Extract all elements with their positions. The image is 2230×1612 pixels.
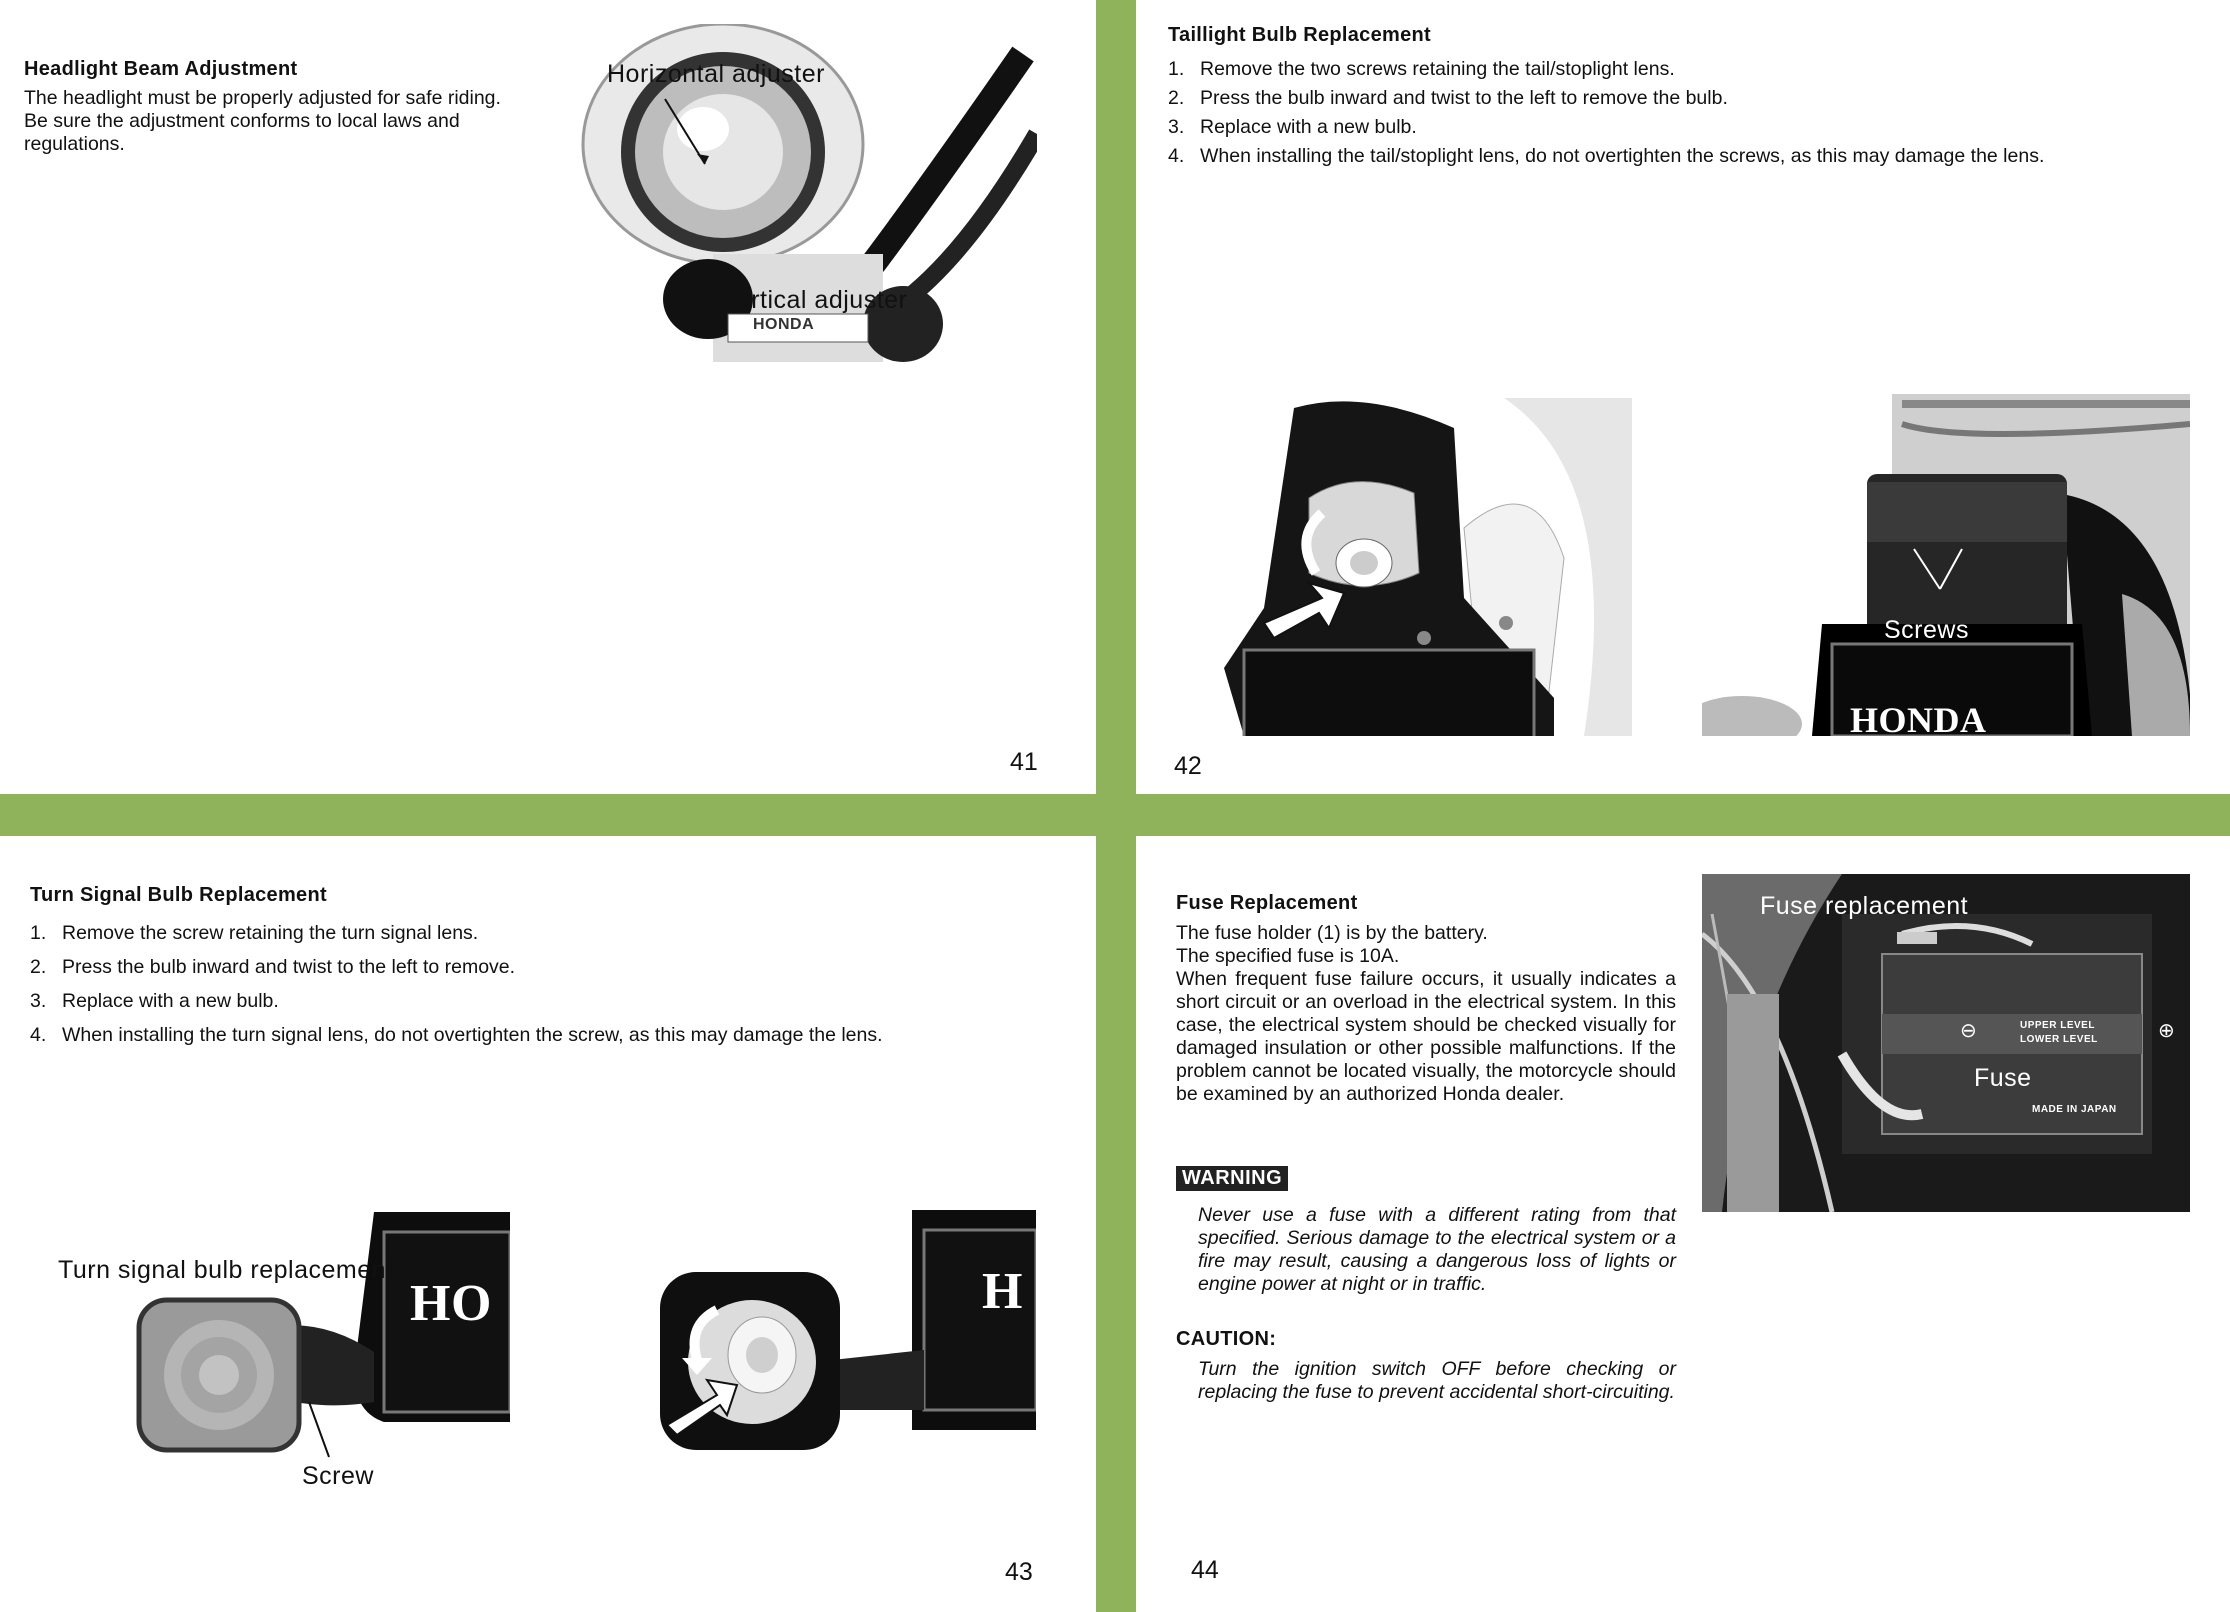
caution-heading: CAUTION: (1176, 1328, 1277, 1350)
body-line: The fuse holder (1) is by the battery. (1176, 922, 1488, 944)
fuse-replacement-label: Fuse replacement (1760, 892, 1969, 920)
page-43 (0, 836, 1096, 1612)
upper-level-label: UPPER LEVEL (2020, 1020, 2095, 1031)
made-in-label: MADE IN JAPAN (2032, 1104, 2117, 1115)
list-item: 2. Press the bulb inward and twist to the left to remove the bulb. (1168, 87, 1728, 109)
plus-terminal-icon: ⊕ (2158, 1020, 2176, 1042)
turn-signal-bulb-photo (552, 1210, 1036, 1558)
turn-signal-photo (54, 1212, 510, 1558)
brand-plate: H (982, 1263, 1023, 1320)
list-item: 4. When installing the turn signal lens, do not overtighten the screw, as this may damage the lens. (30, 1024, 883, 1046)
section-body (1176, 922, 1676, 1106)
page-number: 41 (1010, 748, 1038, 776)
caution-text: Turn the ignition switch OFF before checking or replacing the fuse to prevent accidental short-circuiting. (1198, 1358, 1676, 1403)
lower-level-label: LOWER LEVEL (2020, 1034, 2098, 1045)
fuse-photo (1702, 874, 2190, 1212)
turn-signal-label: Turn signal bulb replacement (58, 1256, 394, 1284)
page-number: 42 (1174, 752, 1202, 780)
headlight-photo (553, 24, 1037, 362)
step-list (30, 922, 1014, 1047)
page-number: 43 (1005, 1558, 1033, 1586)
taillight-screws-photo (1702, 394, 2190, 736)
list-item: 3. Replace with a new bulb. (30, 990, 279, 1012)
page-44 (1136, 836, 2230, 1612)
body-line: The specified fuse is 10A. (1176, 945, 1400, 967)
list-item: 1. Remove the screw retaining the turn signal lens. (30, 922, 479, 944)
warning-badge: WARNING (1176, 1166, 1288, 1191)
page-41 (0, 0, 1096, 794)
brand-plate: HONDA (753, 316, 815, 333)
list-item: 4. When installing the tail/stoplight lens, do not overtighten the screws, as this may damage the lens. (1168, 145, 2045, 167)
brand-plate: HO (410, 1275, 492, 1332)
page-42 (1136, 0, 2230, 794)
body-line: When frequent fuse failure occurs, it usually indicates a short circuit or an overload in the electrical system. In this case, the electrical system should be checked visually for damaged insulation or other possible malfunctions. If the problem cannot be located visually, the motorcycle should be examined by an authorized Honda dealer. (1176, 968, 1676, 1105)
page-number: 44 (1191, 1556, 1219, 1584)
minus-terminal-icon: ⊖ (1960, 1020, 1978, 1042)
screws-label: Screws (1884, 616, 1969, 644)
section-heading: Turn Signal Bulb Replacement (30, 884, 327, 906)
section-heading: Headlight Beam Adjustment (24, 58, 298, 80)
taillight-bulb-photo (1204, 398, 1632, 736)
warning-text: Never use a fuse with a different rating from that specified. Serious damage to the electrical system or a fire may result, causing a dangerous loss of lights or engine power at night or in traffic. (1198, 1204, 1676, 1295)
list-item: 3. Replace with a new bulb. (1168, 116, 1417, 138)
fuse-label: Fuse (1974, 1064, 2032, 1092)
screw-label: Screw (302, 1462, 374, 1490)
brand-plate: HONDA (1850, 700, 1987, 736)
list-item: 2. Press the bulb inward and twist to the left to remove. (30, 956, 516, 978)
list-item: 1. Remove the two screws retaining the tail/stoplight lens. (1168, 58, 1675, 80)
section-body: The headlight must be properly adjusted for safe riding. Be sure the adjustment conforms to local laws and regulations. (24, 87, 501, 155)
step-list (1168, 58, 2208, 168)
vertical-adjuster-label: Vertical adjuster (721, 286, 908, 314)
horizontal-adjuster-label: Horizontal adjuster (607, 60, 825, 88)
section-heading: Fuse Replacement (1176, 892, 1358, 914)
section-heading: Taillight Bulb Replacement (1168, 24, 1432, 46)
